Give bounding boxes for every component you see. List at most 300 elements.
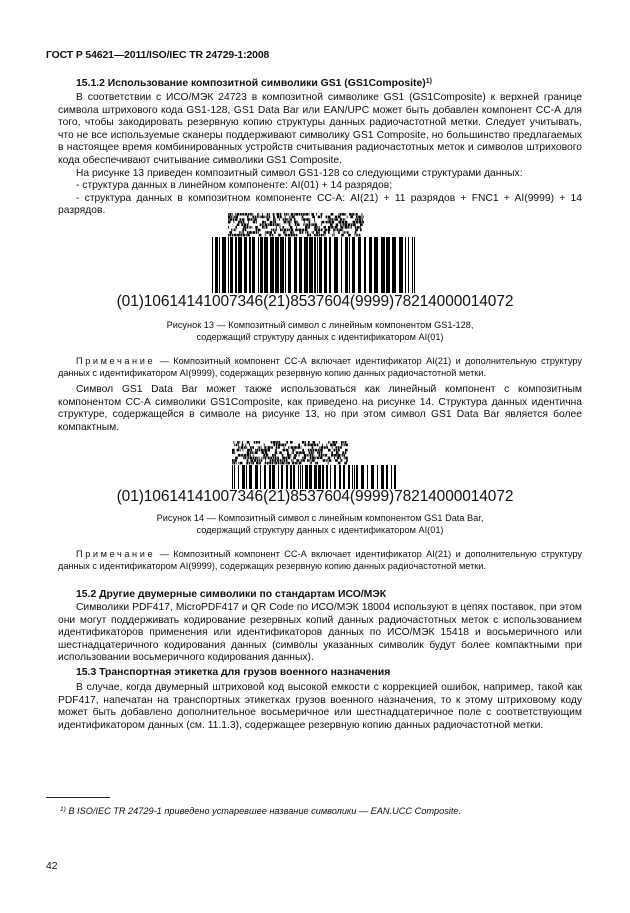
barcode-module [280,459,282,462]
barcode-module [303,457,306,460]
barcode-module [302,451,305,454]
barcode-module [305,226,308,229]
barcode-module [309,459,310,462]
barcode-module [281,465,283,489]
barcode-module [238,454,241,457]
barcode-module [229,213,231,216]
barcode-module [280,462,281,465]
barcode-module [235,218,238,221]
barcode-module [275,229,276,232]
barcode-module [243,231,244,234]
barcode-module [287,462,290,465]
barcode-module [249,465,252,489]
barcode-module [323,226,326,229]
barcode-module [360,226,361,229]
barcode-module [330,465,331,489]
barcode-module [296,459,299,462]
barcode-module [355,218,356,221]
barcode-module [274,462,275,465]
barcode-module [237,234,240,237]
barcode-module [235,229,236,232]
barcode-module [252,213,253,216]
barcode-module [294,221,297,224]
barcode-module [257,459,259,462]
barcode-module [259,457,260,460]
barcode-module [294,218,296,221]
barcode-module [355,234,356,237]
barcode-module [246,465,247,489]
barcode-module [318,465,321,489]
barcode-module [270,221,273,224]
barcode-module [240,231,241,234]
barcode-module [334,237,338,293]
barcode-module [311,459,312,462]
barcode-module [386,465,388,489]
barcode-module [262,213,263,216]
barcode-module [328,441,329,444]
barcode-module [238,444,239,447]
barcode-module [355,229,358,232]
barcode-module [321,454,323,457]
barcode-module [269,223,272,226]
figure-14-caption [58,512,582,536]
barcode-module [250,226,251,229]
barcode-module [233,218,235,221]
barcode-module [238,221,240,224]
barcode-human-readable: (01)10614141007346(21)8537604(9999)78214000014072 [116,293,514,310]
barcode-module [228,234,229,237]
barcode-module [254,451,255,454]
barcode-module [297,223,300,226]
barcode-module [307,459,309,462]
barcode-module [246,462,248,465]
barcode-module [307,444,308,447]
barcode-module [319,441,320,444]
barcode-module [247,231,249,234]
barcode-module [286,465,288,489]
barcode-module [345,237,348,293]
barcode-module [348,226,349,229]
barcode-module [324,237,327,293]
barcode-module [315,462,316,465]
barcode-module [327,459,328,462]
barcode-module [341,444,342,447]
barcode-module [353,221,356,224]
barcode-module [337,454,340,457]
barcode-module [342,454,343,457]
barcode-module [238,237,242,293]
barcode-module [386,237,390,293]
barcode-module [253,457,255,460]
barcode-module [314,454,315,457]
barcode-module [258,441,260,444]
barcode-module [359,221,362,224]
barcode-module [267,216,268,219]
barcode-module [316,231,319,234]
barcode-module [288,234,291,237]
barcode-module [298,444,300,447]
barcode-module [302,459,305,462]
barcode-module [242,444,244,447]
barcode-module [312,459,315,462]
barcode-module [293,234,295,237]
barcode-module [260,237,263,293]
barcode-module [254,459,257,462]
barcode-module [290,465,292,489]
barcode-module [345,457,348,460]
barcode-module [356,216,358,219]
note-label: Примечание [76,549,156,559]
barcode-module [343,231,344,234]
barcode-module [275,451,278,454]
barcode-module [302,441,305,444]
barcode-module [352,237,355,293]
barcode-module [291,459,292,462]
list-item: - структура данных в композитном компоненте СС-А: AI(21) + 11 разрядов + FNC1 + AI(9999) + 14 разрядов. [58,192,582,217]
barcode-module [345,221,348,224]
barcode-module [306,223,308,226]
barcode-module [346,231,347,234]
barcode-module [277,216,280,219]
barcode-module [236,462,237,465]
barcode-module [317,457,320,460]
barcode-module [310,454,312,457]
barcode-module [237,223,240,226]
barcode-module [329,218,331,221]
barcode-module [312,231,313,234]
barcode-module [255,449,256,452]
barcode-module [314,218,315,221]
barcode-module [315,449,318,452]
barcode-module [342,221,345,224]
barcode-module [235,237,237,293]
barcode-module [234,451,235,454]
composite-barcode-gs1-databar [232,441,398,491]
barcode-module [318,451,320,454]
barcode-module [288,446,289,449]
barcode-module [335,216,338,219]
barcode-module [262,226,264,229]
section-heading: 15.3 Транспортная этикетка для грузов военного назначения [76,667,391,678]
barcode-module [356,221,359,224]
barcode-module [302,218,303,221]
barcode-module [291,216,292,219]
barcode-module [229,218,232,221]
barcode-module [278,234,281,237]
caption-line: содержащий структуру данных с идентификатором AI(01) [196,332,444,342]
barcode-module [273,223,275,226]
barcode-module [238,446,239,449]
barcode-module [292,451,293,454]
barcode-module [256,231,258,234]
barcode-module [264,237,268,293]
barcode-module [256,229,258,232]
note-text: — Композитный компонент СС-А включает идентификатор AI(21) и дополнительную структуру данных с идентификатором AI(9999), содержащих резервную копию данных радиочастотной метки. [58,549,582,571]
barcode-module [412,237,413,293]
barcode-module [272,462,274,465]
barcode-module [268,446,271,449]
barcode-module [269,231,272,234]
barcode-module [304,444,306,447]
barcode-module [258,229,261,232]
barcode-module [336,223,339,226]
barcode-module [337,229,339,232]
barcode-module [279,218,280,221]
barcode-module [286,462,287,465]
barcode-module [252,226,253,229]
barcode-module [273,218,275,221]
barcode-module [248,221,249,224]
barcode-module [299,462,302,465]
barcode-module [290,454,291,457]
barcode-module [338,216,341,219]
barcode-module [335,226,338,229]
barcode-module [353,223,356,226]
barcode-module [351,223,353,226]
barcode-module [333,444,336,447]
barcode-module [344,223,347,226]
barcode-module [283,218,285,221]
barcode-module [414,237,415,293]
note-1 [58,355,582,379]
barcode-module [305,441,306,444]
barcode-module [247,216,249,219]
barcode-module [253,454,254,457]
barcode-module [233,441,234,444]
barcode-module [256,221,257,224]
footnote-text: В ISO/IEC TR 24729-1 приведено устаревшее название символики — EAN.UCC Composite. [65,806,462,816]
barcode-module [258,446,259,449]
barcode-module [236,444,238,447]
barcode-module [294,213,295,216]
barcode-module [331,451,333,454]
barcode-module [314,229,317,232]
barcode-module [359,218,362,221]
barcode-module [295,449,296,452]
barcode-module [359,234,361,237]
barcode-module [264,457,266,460]
barcode-module [310,457,312,460]
barcode-module [347,231,349,234]
barcode-module [290,231,293,234]
barcode-module [274,231,276,234]
barcode-module [276,223,279,226]
barcode-module [317,237,318,293]
barcode-module [307,231,309,234]
barcode-module [247,451,250,454]
barcode-module [252,462,254,465]
barcode-module [294,454,297,457]
barcode-module [289,218,290,221]
barcode-module [357,234,358,237]
barcode-module [228,221,231,224]
barcode-module [303,218,306,221]
barcode-module [350,216,353,219]
barcode-module [280,216,282,219]
barcode-module [237,441,239,444]
barcode-module [328,462,329,465]
barcode-module [342,229,343,232]
barcode-module [280,213,282,216]
barcode-module [294,237,297,293]
barcode-module [259,449,261,452]
caption-line: Рисунок 13 — Композитный символ с линейным компонентом GS1-128, [166,320,474,330]
barcode-module [302,229,305,232]
barcode-module [250,459,253,462]
barcode-module [298,229,301,232]
barcode-module [233,216,234,219]
barcode-module [286,449,289,452]
barcode-module [302,231,304,234]
barcode-module [347,216,348,219]
barcode-module [331,226,333,229]
barcode-module [265,459,266,462]
barcode-module [279,451,282,454]
barcode-module [255,216,257,219]
note-2 [58,548,582,572]
barcode-module [288,221,290,224]
barcode-module [235,226,237,229]
barcode-module [352,213,354,216]
barcode-module [286,231,287,234]
barcode-module [308,444,310,447]
barcode-module [334,449,336,452]
barcode-module [269,465,271,489]
barcode-module [321,234,323,237]
barcode-module [374,237,378,293]
barcode-module [298,465,299,489]
barcode-module [295,223,297,226]
barcode-module [274,444,276,447]
barcode-module [261,449,264,452]
barcode-module [348,465,350,489]
barcode-module [345,451,347,454]
barcode-module [321,221,324,224]
barcode-module [261,216,264,219]
barcode-human-readable: (01)10614141007346(21)8537604(9999)78214000014072 [116,488,514,505]
barcode-module [284,459,286,462]
barcode-module [240,234,242,237]
barcode-module [328,216,331,219]
barcode-module [265,231,266,234]
barcode-module [312,454,313,457]
barcode-module [344,457,345,460]
barcode-module [301,446,302,449]
barcode-module [319,446,320,449]
barcode-module [244,454,247,457]
barcode-module [304,454,307,457]
barcode-module [232,234,234,237]
barcode-module [281,444,284,447]
barcode-module [264,465,266,489]
barcode-module [288,457,291,460]
cc-a-component [232,441,348,464]
barcode-module [394,465,396,489]
barcode-module [247,234,250,237]
barcode-module [256,441,258,444]
barcode-module [312,457,315,460]
barcode-module [295,213,298,216]
barcode-module [312,223,314,226]
barcode-module [291,213,294,216]
barcode-module [323,231,326,234]
barcode-module [333,229,335,232]
barcode-module [325,221,326,224]
barcode-module [278,444,281,447]
barcode-module [345,226,348,229]
barcode-module [358,237,361,293]
barcode-module [250,451,252,454]
barcode-module [362,218,363,221]
barcode-module [250,454,251,457]
barcode-module [332,234,333,237]
section-heading: 15.2 Другие двумерные символики по стандартам ИСО/МЭК [76,589,387,600]
barcode-module [245,229,247,232]
barcode-module [234,221,235,224]
barcode-module [309,465,312,489]
figure-13-caption [58,319,582,343]
barcode-module [259,459,260,462]
barcode-module [243,457,244,460]
barcode-module [247,459,249,462]
barcode-module [338,462,341,465]
barcode-module [329,237,331,293]
barcode-module [302,465,303,489]
barcode-module [233,229,234,232]
barcode-module [341,441,343,444]
barcode-module [232,451,234,454]
section-15-1-2-body [58,92,582,218]
barcode-module [332,218,334,221]
document-header: ГОСТ Р 54621—2011/ISO/IEC TR 24729-1:2008 [46,50,270,61]
barcode-module [249,237,251,293]
barcode-module [219,237,220,293]
barcode-module [234,465,235,489]
barcode-module [316,213,317,216]
barcode-module [364,237,366,293]
barcode-module [275,462,277,465]
barcode-module [250,449,252,452]
barcode-module [241,223,243,226]
barcode-module [323,234,324,237]
barcode-module [234,444,235,447]
barcode-module [318,229,321,232]
barcode-module [321,223,322,226]
barcode-module [311,213,314,216]
barcode-module [240,462,243,465]
barcode-module [355,213,356,216]
barcode-module [242,465,245,489]
barcode-module [344,226,345,229]
barcode-module [243,226,246,229]
barcode-module [323,459,326,462]
barcode-module [243,449,244,452]
barcode-module [345,444,348,447]
barcode-module [289,229,290,232]
barcode-module [348,223,351,226]
barcode-module [305,465,308,489]
barcode-module [239,462,240,465]
barcode-module [381,237,385,293]
barcode-module [246,446,247,449]
barcode-module [356,218,358,221]
linear-component [232,465,396,489]
barcode-module [334,454,337,457]
barcode-module [303,213,305,216]
barcode-module [309,213,310,216]
barcode-module [340,457,341,460]
barcode-module [309,223,311,226]
